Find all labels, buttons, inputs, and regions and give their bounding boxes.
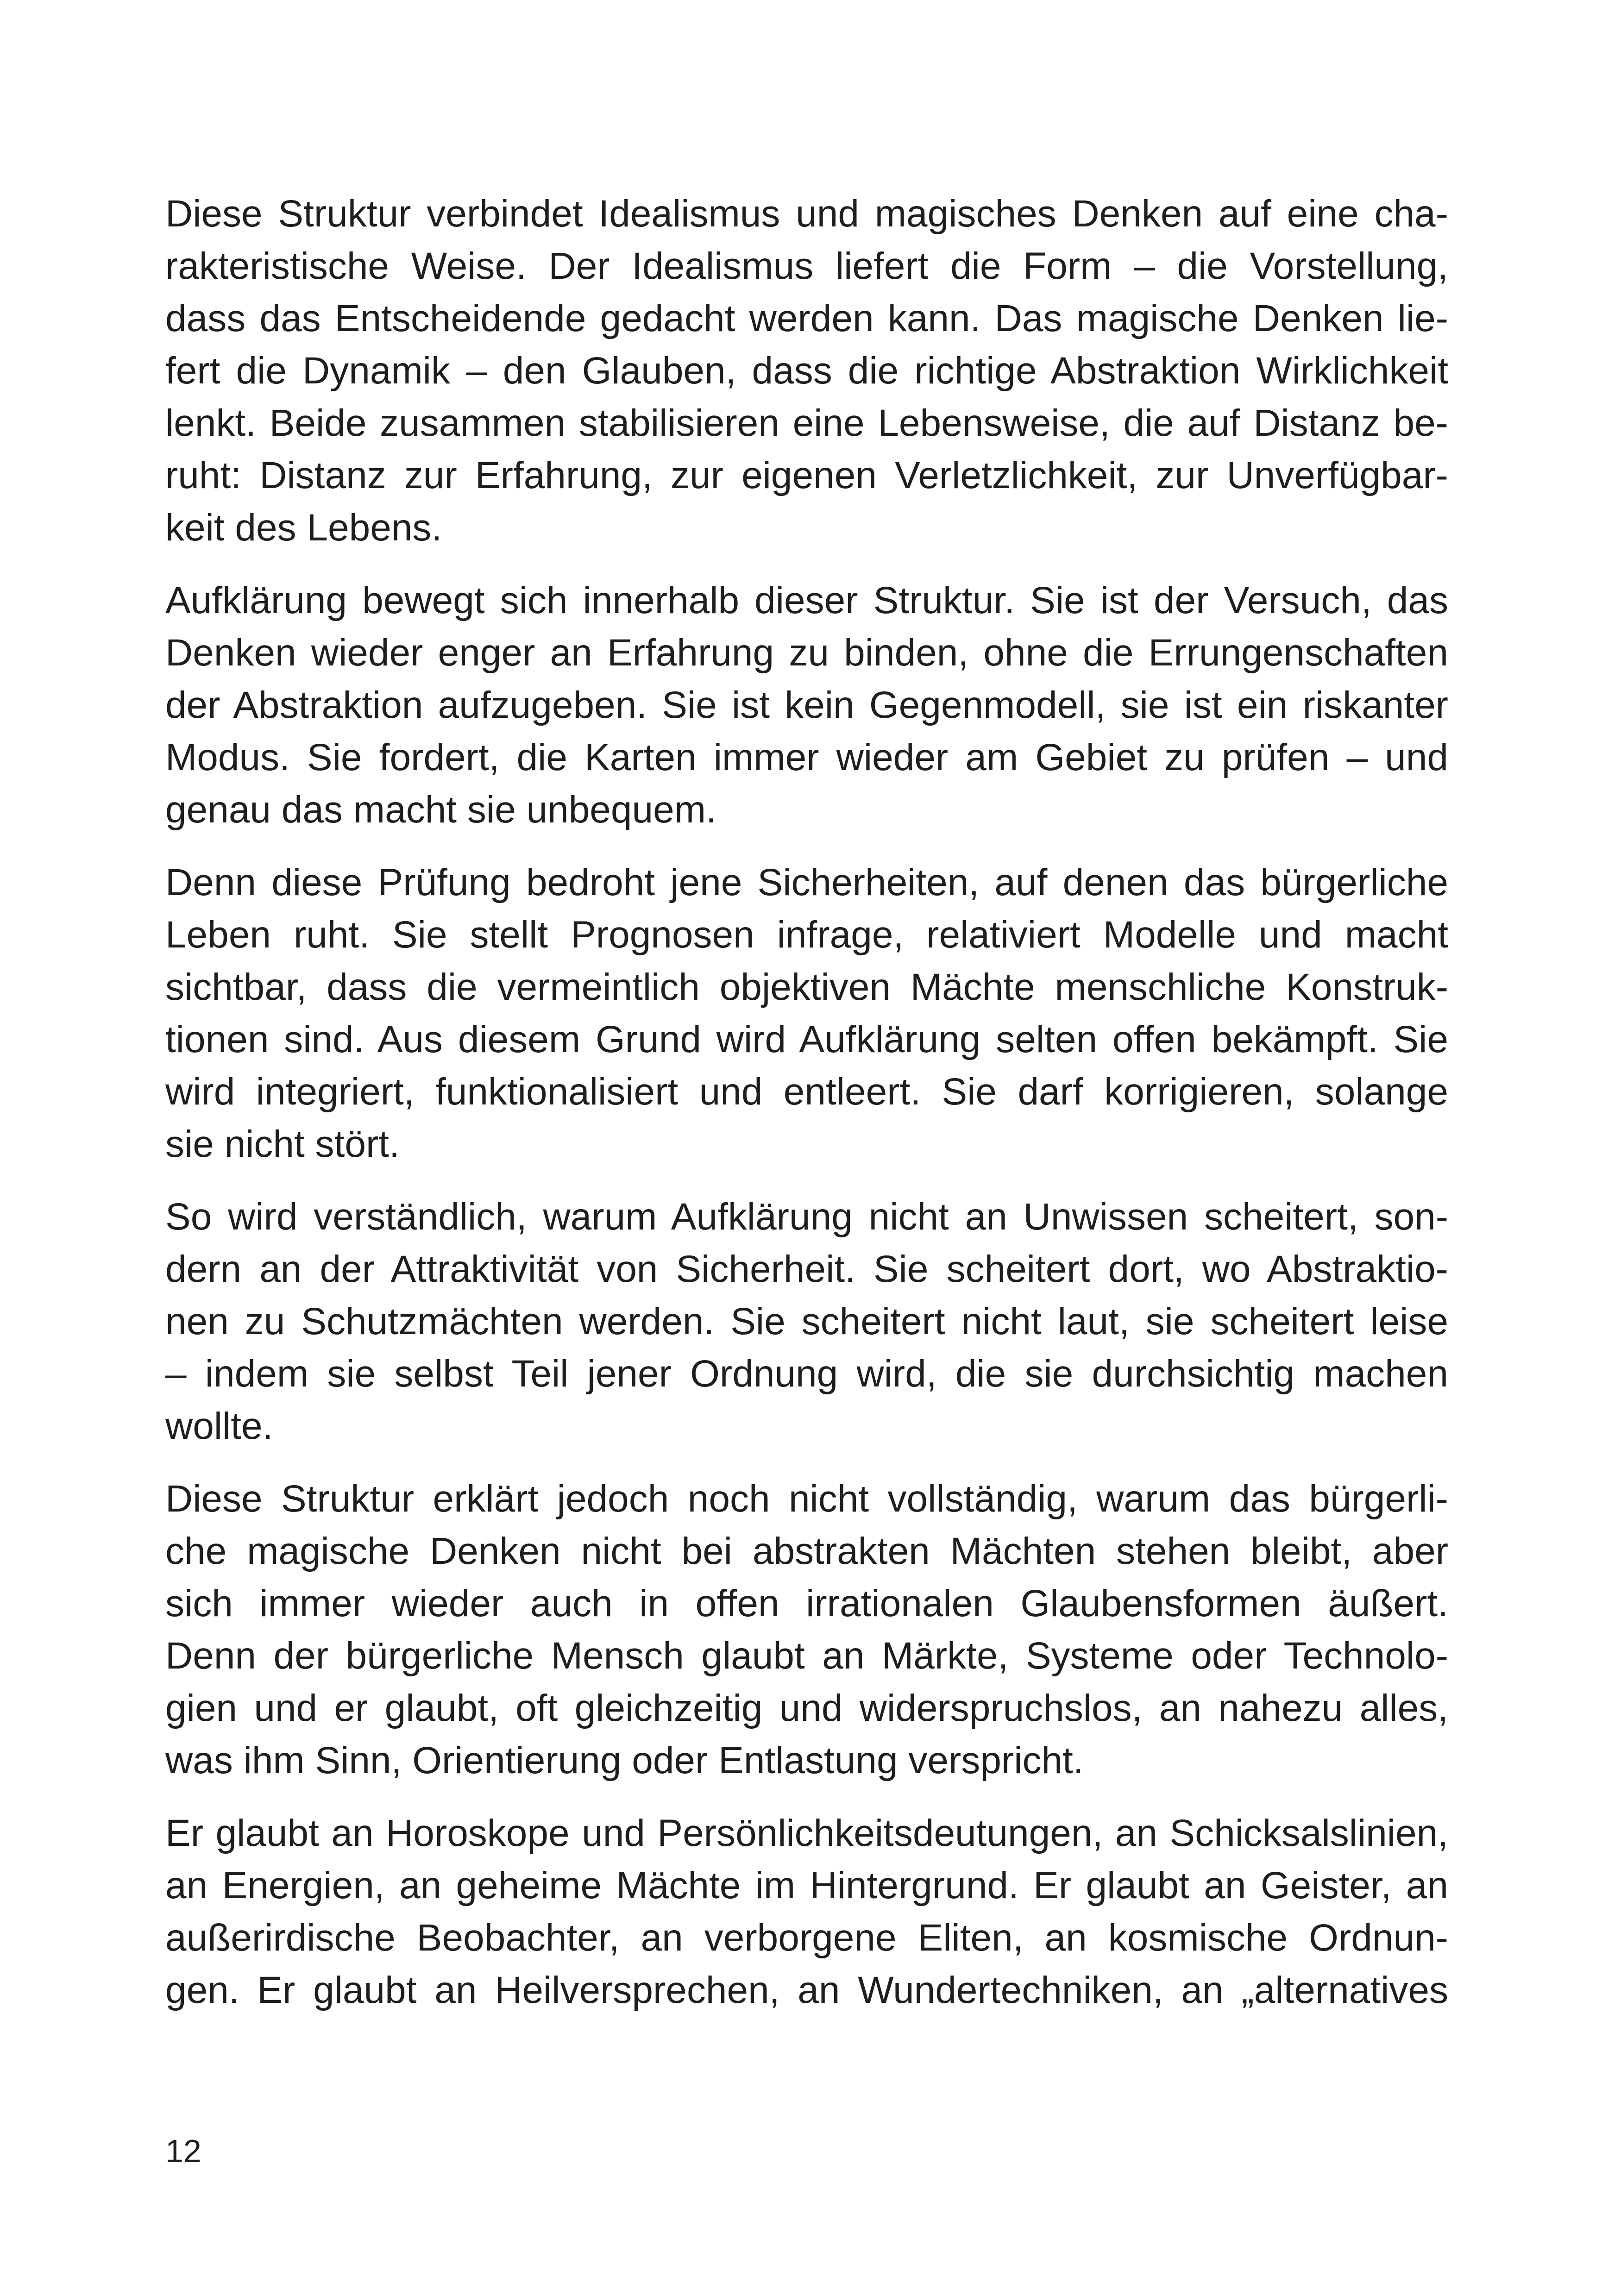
body-text bbox=[165, 188, 1448, 2037]
text-line: fert die Dynamik – den Glauben, dass die richtige Abstraktion Wirklichkeit bbox=[165, 350, 1448, 392]
text-line: wollte. bbox=[165, 1405, 273, 1447]
text-line: an Energien, an geheime Mächte im Hintergrund. Er glaubt an Geister, an bbox=[165, 1864, 1448, 1907]
paragraph bbox=[165, 1473, 1448, 1787]
text-line: sich immer wieder auch in offen irrationalen Glaubensformen äußert. bbox=[165, 1582, 1448, 1625]
paragraph bbox=[165, 574, 1448, 836]
text-line: tionen sind. Aus diesem Grund wird Aufklärung selten offen bekämpft. Sie bbox=[165, 1018, 1448, 1060]
text-line: Denken wieder enger an Erfahrung zu binden, ohne die Errungenschaften bbox=[165, 632, 1448, 674]
paragraph bbox=[165, 1191, 1448, 1452]
text-line: Denn der bürgerliche Mensch glaubt an Märkte, Systeme oder Technolo- bbox=[165, 1635, 1448, 1677]
paragraph bbox=[165, 856, 1448, 1170]
text-line: ruht: Distanz zur Erfahrung, zur eigenen Verletzlichkeit, zur Unverfügbar- bbox=[165, 454, 1448, 496]
text-line: che magische Denken nicht bei abstrakten Mächten stehen bleibt, aber bbox=[165, 1530, 1448, 1572]
text-line: – indem sie selbst Teil jener Ordnung wird, die sie durchsichtig machen bbox=[165, 1353, 1448, 1395]
text-line: Denn diese Prüfung bedroht jene Sicherheiten, auf denen das bürgerliche bbox=[165, 861, 1448, 903]
paragraph bbox=[165, 1807, 1448, 2016]
text-line: Modus. Sie fordert, die Karten immer wieder am Gebiet zu prüfen – und bbox=[165, 736, 1448, 778]
text-line: sie nicht stört. bbox=[165, 1123, 400, 1165]
text-line: gen. Er glaubt an Heilversprechen, an Wundertechniken, an „alternatives bbox=[165, 1969, 1448, 2011]
text-line: Aufklärung bewegt sich innerhalb dieser Struktur. Sie ist der Versuch, das bbox=[165, 579, 1448, 621]
text-line: der Abstraktion aufzugeben. Sie ist kein Gegenmodell, sie ist ein riskanter bbox=[165, 684, 1448, 726]
text-line: So wird verständlich, warum Aufklärung nicht an Unwissen scheitert, son- bbox=[165, 1196, 1448, 1238]
text-line: genau das macht sie unbequem. bbox=[165, 789, 716, 831]
text-line: sichtbar, dass die vermeintlich objektiven Mächte menschliche Konstruk- bbox=[165, 966, 1448, 1008]
text-line: gien und er glaubt, oft gleichzeitig und widerspruchslos, an nahezu alles, bbox=[165, 1687, 1448, 1729]
text-line: rakteristische Weise. Der Idealismus liefert die Form – die Vorstellung, bbox=[165, 245, 1448, 287]
page-number: 12 bbox=[165, 2133, 201, 2169]
text-line: was ihm Sinn, Orientierung oder Entlastung verspricht. bbox=[165, 1739, 1084, 1782]
text-line: lenkt. Beide zusammen stabilisieren eine Lebensweise, die auf Distanz be- bbox=[165, 402, 1448, 444]
text-line: Diese Struktur erklärt jedoch noch nicht vollständig, warum das bürgerli- bbox=[165, 1478, 1448, 1520]
text-line: nen zu Schutzmächten werden. Sie scheitert nicht laut, sie scheitert leise bbox=[165, 1300, 1448, 1342]
text-line: Diese Struktur verbindet Idealismus und magisches Denken auf eine cha- bbox=[165, 193, 1448, 235]
text-line: keit des Lebens. bbox=[165, 507, 442, 549]
text-line: wird integriert, funktionalisiert und entleert. Sie darf korrigieren, solange bbox=[165, 1071, 1448, 1113]
text-line: dass das Entscheidende gedacht werden kann. Das magische Denken lie- bbox=[165, 297, 1448, 339]
text-line: dern an der Attraktivität von Sicherheit. Sie scheitert dort, wo Abstraktio- bbox=[165, 1248, 1448, 1290]
text-line: Leben ruht. Sie stellt Prognosen infrage, relativiert Modelle und macht bbox=[165, 914, 1448, 956]
paragraph bbox=[165, 188, 1448, 554]
text-line: außerirdische Beobachter, an verborgene Eliten, an kosmische Ordnun- bbox=[165, 1917, 1448, 1959]
text-line: Er glaubt an Horoskope und Persönlichkeitsdeutungen, an Schicksalslinien, bbox=[165, 1812, 1448, 1854]
